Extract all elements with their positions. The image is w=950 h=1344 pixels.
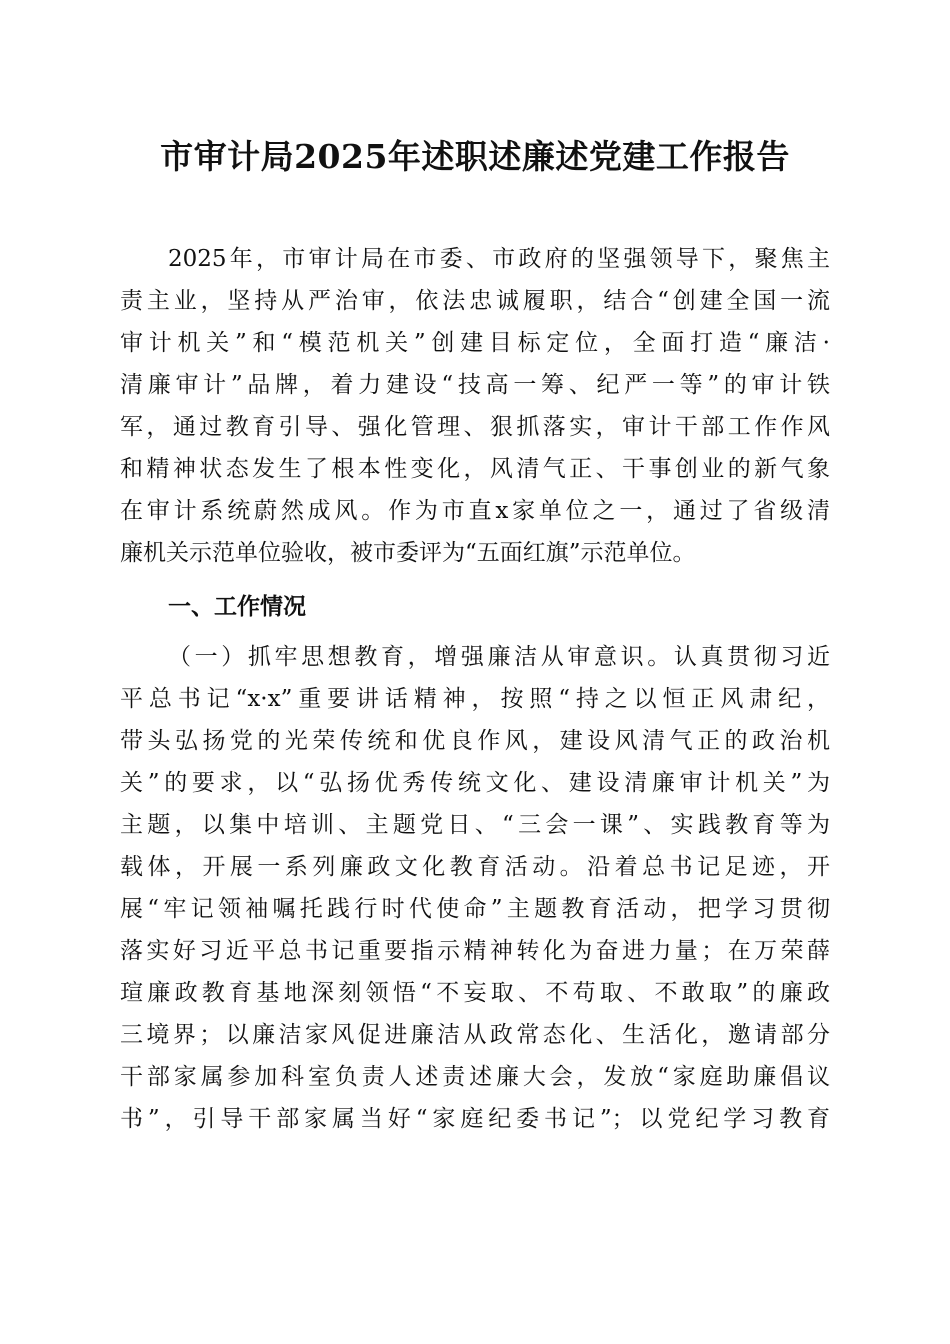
intro-line: 在审计系统蔚然成风。作为市直x家单位之一，通过了省级清 bbox=[120, 498, 830, 524]
section-heading: 一、工作情况 bbox=[168, 593, 306, 620]
section1-line: 载体，开展一系列廉政文化教育活动。沿着总书记足迹，开 bbox=[120, 854, 830, 880]
intro-line: 责主业，坚持从严治审，依法忠诚履职，结合“创建全国一流 bbox=[120, 288, 830, 314]
section1-line: 书”，引导干部家属当好“家庭纪委书记”；以党纪学习教育 bbox=[120, 1106, 830, 1132]
section1-line: 三境界；以廉洁家风促进廉洁从政常态化、生活化，邀请部分 bbox=[120, 1022, 830, 1048]
intro-line: 军，通过教育引导、强化管理、狠抓落实，审计干部工作作风 bbox=[120, 414, 830, 440]
intro-line: 审计机关”和“模范机关”创建目标定位，全面打造“廉洁· bbox=[120, 330, 830, 356]
section1-line: 展“牢记领袖嘱托践行时代使命”主题教育活动，把学习贯彻 bbox=[120, 896, 830, 922]
section1-line: 瑄廉政教育基地深刻领悟“不妄取、不苟取、不敢取”的廉政 bbox=[120, 980, 830, 1006]
section1-line: 关”的要求，以“弘扬优秀传统文化、建设清廉审计机关”为 bbox=[120, 770, 830, 796]
section1-line: （一）抓牢思想教育，增强廉洁从审意识。认真贯彻习近 bbox=[168, 644, 830, 670]
intro-line: 廉机关示范单位验收，被市委评为“五面红旗”示范单位。 bbox=[120, 540, 696, 566]
intro-line: 和精神状态发生了根本性变化，风清气正、干事创业的新气象 bbox=[120, 456, 830, 482]
intro-line: 清廉审计”品牌，着力建设“技高一筹、纪严一等”的审计铁 bbox=[120, 372, 830, 398]
intro-line: 2025年，市审计局在市委、市政府的坚强领导下，聚焦主 bbox=[168, 246, 830, 272]
section1-line: 带头弘扬党的光荣传统和优良作风，建设风清气正的政治机 bbox=[120, 728, 830, 754]
section1-line: 主题，以集中培训、主题党日、“三会一课”、实践教育等为 bbox=[120, 812, 830, 838]
section1-line: 干部家属参加科室负责人述责述廉大会，发放“家庭助廉倡议 bbox=[120, 1064, 830, 1090]
document-title: 市审计局2025年述职述廉述党建工作报告 bbox=[160, 137, 790, 176]
section1-line: 平总书记“x·x”重要讲话精神，按照“持之以恒正风肃纪， bbox=[120, 686, 830, 712]
section1-line: 落实好习近平总书记重要指示精神转化为奋进力量；在万荣薛 bbox=[120, 938, 830, 964]
